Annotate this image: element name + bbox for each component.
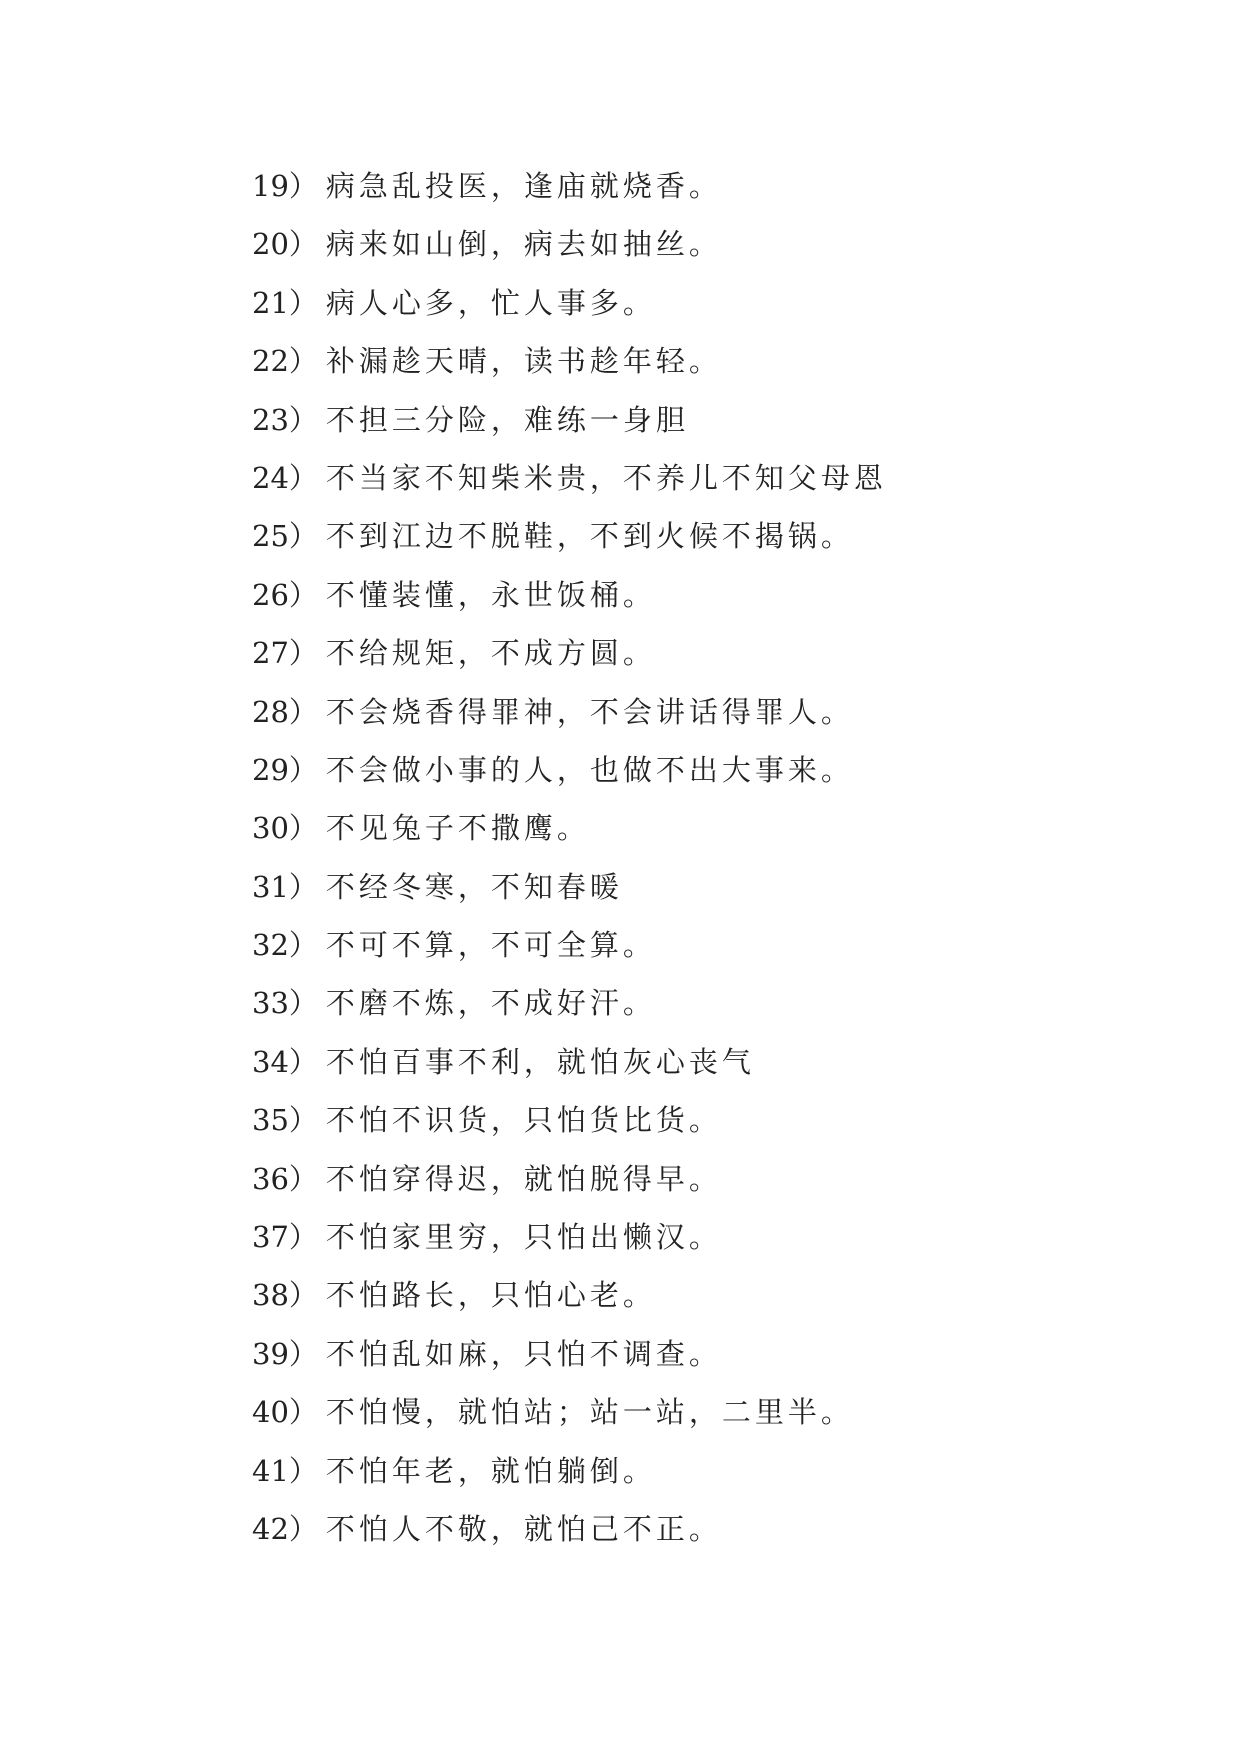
list-item xyxy=(252,1500,887,1558)
list-item xyxy=(252,624,887,682)
item-paren: ） xyxy=(288,519,318,554)
item-text: 不给规矩，不成方圆。 xyxy=(325,636,656,671)
item-number: 40 xyxy=(252,1395,289,1430)
list-item xyxy=(252,858,887,916)
list-item xyxy=(252,215,887,273)
item-number: 19 xyxy=(252,169,289,203)
item-paren: ） xyxy=(288,1103,318,1138)
item-paren: ） xyxy=(288,227,318,262)
item-text: 不会烧香得罪神，不会讲话得罪人。 xyxy=(325,694,854,729)
item-text: 不怕年老，就怕躺倒。 xyxy=(325,1453,656,1488)
item-paren: ） xyxy=(288,1511,318,1546)
list-item xyxy=(252,1150,887,1208)
item-paren: ） xyxy=(288,869,318,904)
item-number: 37 xyxy=(252,1220,289,1255)
item-paren: ） xyxy=(288,986,318,1021)
item-number: 39 xyxy=(252,1336,289,1371)
item-number: 26 xyxy=(252,577,289,612)
item-paren: ） xyxy=(288,460,318,495)
item-paren: ） xyxy=(288,752,318,787)
item-text: 不到江边不脱鞋，不到火候不揭锅。 xyxy=(325,519,854,554)
item-text: 补漏趁天晴，读书趁年轻。 xyxy=(325,344,722,379)
list-item xyxy=(252,916,887,974)
list-item xyxy=(252,799,887,857)
item-paren: ） xyxy=(288,928,318,963)
list-item xyxy=(252,1383,887,1441)
item-number: 28 xyxy=(252,694,289,729)
item-paren: ） xyxy=(288,1278,318,1313)
list-item xyxy=(252,274,887,332)
item-number: 29 xyxy=(252,752,289,787)
item-number: 20 xyxy=(252,227,289,262)
item-text: 不可不算，不可全算。 xyxy=(325,928,656,963)
list-item xyxy=(252,974,887,1032)
item-paren: ） xyxy=(288,1161,318,1196)
item-number: 35 xyxy=(252,1103,289,1138)
item-text: 不当家不知柴米贵，不养儿不知父母恩 xyxy=(325,460,887,495)
list-item xyxy=(252,1266,887,1324)
list-item xyxy=(252,391,887,449)
item-text: 不磨不炼，不成好汗。 xyxy=(325,986,656,1021)
item-paren: ） xyxy=(288,1220,318,1255)
item-text: 不怕穿得迟，就怕脱得早。 xyxy=(325,1161,722,1196)
item-paren: ） xyxy=(288,811,318,846)
item-text: 不怕不识货，只怕货比货。 xyxy=(325,1103,722,1138)
list-item xyxy=(252,449,887,507)
item-text: 不会做小事的人，也做不出大事来。 xyxy=(325,752,854,787)
item-text: 不怕百事不利，就怕灰心丧气 xyxy=(325,1044,755,1079)
item-text: 病人心多，忙人事多。 xyxy=(325,285,656,320)
item-text: 病来如山倒，病去如抽丝。 xyxy=(325,227,722,262)
list-item xyxy=(252,1325,887,1383)
item-number: 36 xyxy=(252,1161,289,1196)
item-paren: ） xyxy=(288,344,318,379)
item-text: 不怕乱如麻，只怕不调查。 xyxy=(325,1336,722,1371)
item-number: 23 xyxy=(252,402,289,437)
item-number: 33 xyxy=(252,986,289,1021)
item-number: 25 xyxy=(252,519,289,554)
item-paren: ） xyxy=(288,1395,318,1430)
item-number: 38 xyxy=(252,1278,289,1313)
item-number: 42 xyxy=(252,1511,289,1546)
list-item xyxy=(252,507,887,565)
list-item xyxy=(252,566,887,624)
list-item xyxy=(252,157,887,215)
item-text: 不怕人不敬，就怕己不正。 xyxy=(325,1511,722,1546)
item-text: 不经冬寒，不知春暖 xyxy=(325,869,623,904)
list-item xyxy=(252,1091,887,1149)
item-paren: ） xyxy=(288,577,318,612)
item-paren: ） xyxy=(288,169,318,203)
item-number: 31 xyxy=(252,869,289,904)
item-number: 22 xyxy=(252,344,289,379)
item-paren: ） xyxy=(288,402,318,437)
list-item xyxy=(252,741,887,799)
item-text: 不懂装懂，永世饭桶。 xyxy=(325,577,656,612)
item-paren: ） xyxy=(288,1336,318,1371)
item-paren: ） xyxy=(288,1453,318,1488)
list-item xyxy=(252,683,887,741)
item-number: 34 xyxy=(252,1044,289,1079)
item-text: 病急乱投医，逢庙就烧香。 xyxy=(325,169,722,203)
item-text: 不见兔子不撒鹰。 xyxy=(325,811,590,846)
item-number: 30 xyxy=(252,811,289,846)
list-item xyxy=(252,1442,887,1500)
item-paren: ） xyxy=(288,636,318,671)
item-text: 不怕慢，就怕站；站一站，二里半。 xyxy=(325,1395,854,1430)
item-number: 41 xyxy=(252,1453,289,1488)
item-paren: ） xyxy=(288,1044,318,1079)
item-number: 24 xyxy=(252,460,289,495)
item-number: 27 xyxy=(252,636,289,671)
proverb-list xyxy=(252,157,887,1558)
item-text: 不怕家里穷，只怕出懒汉。 xyxy=(325,1220,722,1255)
item-number: 32 xyxy=(252,928,289,963)
item-text: 不怕路长，只怕心老。 xyxy=(325,1278,656,1313)
item-paren: ） xyxy=(288,694,318,729)
item-number: 21 xyxy=(252,285,289,320)
list-item xyxy=(252,1033,887,1091)
list-item xyxy=(252,1208,887,1266)
item-text: 不担三分险，难练一身胆 xyxy=(325,402,689,437)
item-paren: ） xyxy=(288,285,318,320)
list-item xyxy=(252,332,887,390)
